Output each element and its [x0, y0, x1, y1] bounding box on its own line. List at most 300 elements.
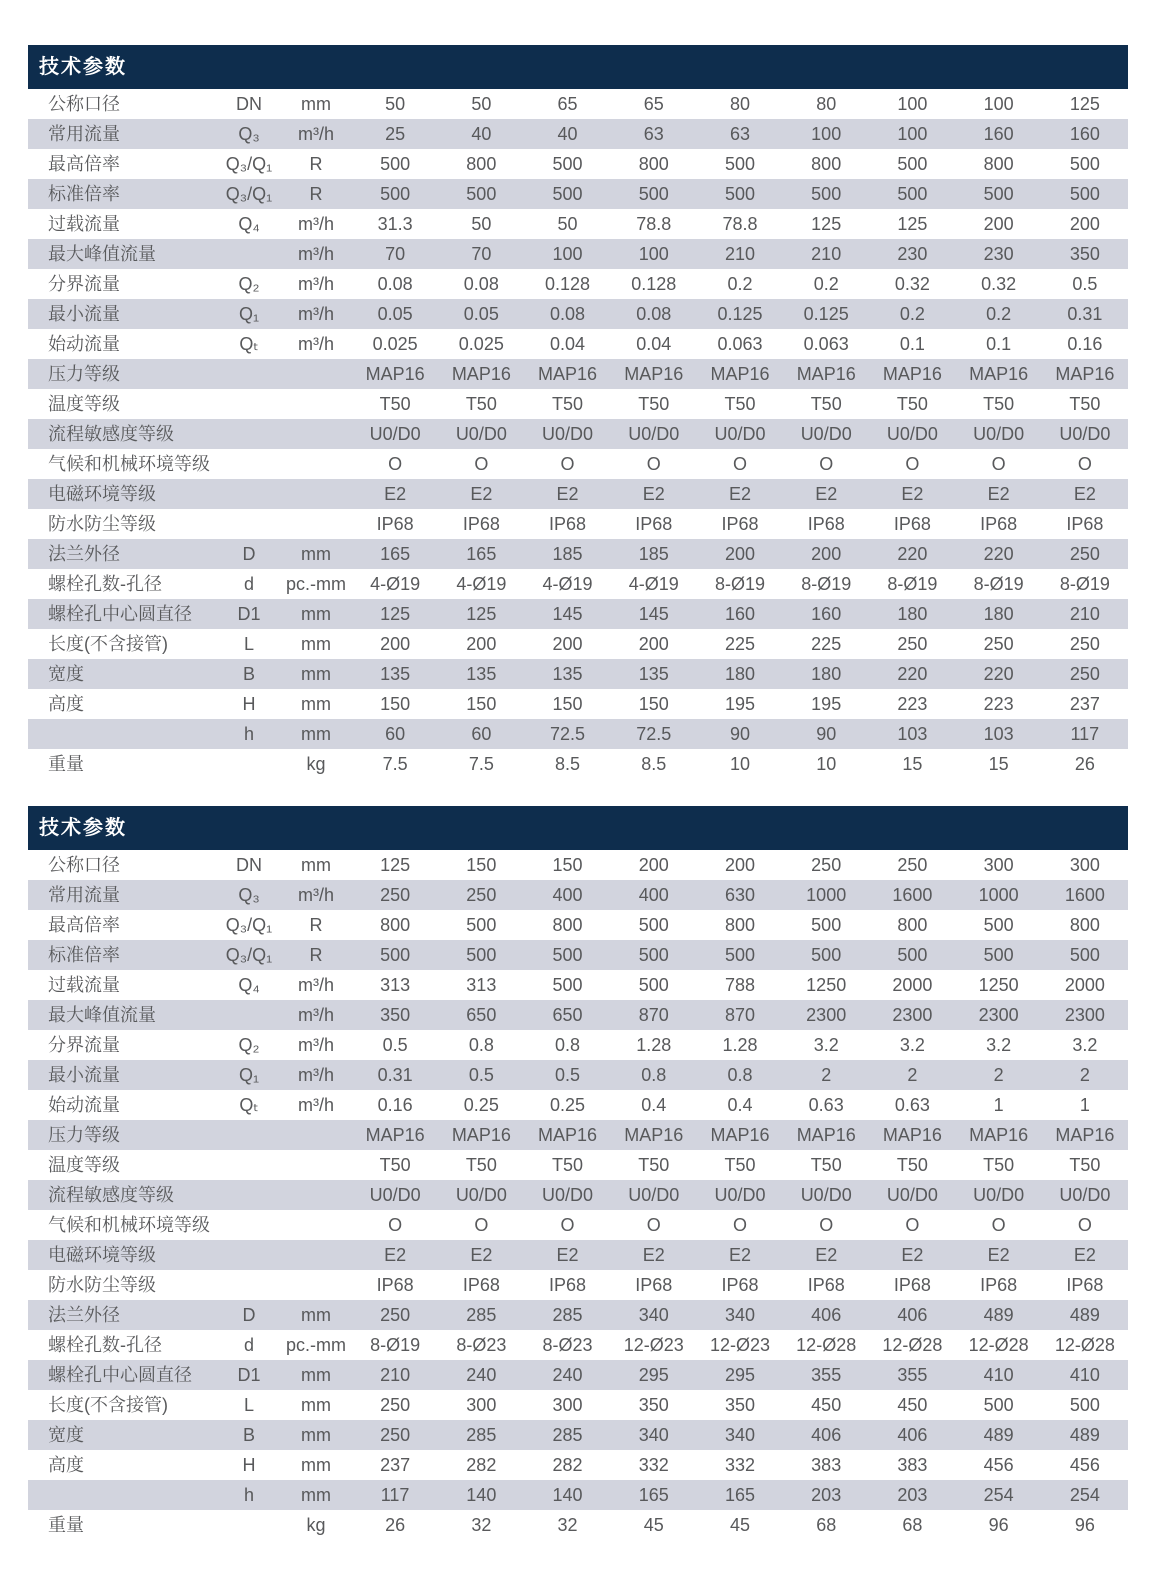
cell-value: 200	[1069, 214, 1100, 234]
table-row	[28, 749, 1128, 779]
cell-value: 210	[724, 244, 755, 264]
row-label: 公称口径	[48, 94, 120, 114]
cell-value: 10	[816, 754, 837, 774]
cell-value: 200	[983, 214, 1014, 234]
cell-value: 15	[902, 754, 923, 774]
cell-value: 50	[471, 214, 492, 234]
row-symbol	[218, 749, 280, 779]
row-label: 最小流量	[48, 304, 120, 324]
row-unit: R	[309, 945, 323, 965]
cell-value: 0.128	[631, 274, 677, 294]
cell-value: 1.28	[722, 1035, 758, 1055]
cell-value: 100	[811, 124, 842, 144]
cell-value: 12-Ø28	[968, 1335, 1029, 1355]
cell-value: 8-Ø19	[801, 574, 852, 594]
cell-value: 500	[466, 945, 497, 965]
cell-value: 340	[724, 1305, 755, 1325]
cell-value: E2	[728, 484, 751, 504]
cell-value: 383	[897, 1455, 928, 1475]
row-symbol	[218, 389, 280, 419]
row-symbol: Q₃/Q₁	[225, 154, 273, 174]
cell-value: 0.16	[377, 1095, 413, 1115]
cell-value: 150	[638, 694, 669, 714]
table-row	[28, 719, 1128, 749]
row-unit	[280, 1120, 352, 1150]
cell-value: 180	[724, 664, 755, 684]
cell-value: T50	[379, 1155, 411, 1175]
cell-value: IP68	[376, 1275, 414, 1295]
cell-value: 500	[811, 915, 842, 935]
row-unit: mm	[301, 604, 331, 624]
cell-value: 195	[811, 694, 842, 714]
cell-value: 7.5	[468, 754, 494, 774]
cell-value: 410	[1069, 1365, 1100, 1385]
row-symbol: Q₁	[238, 304, 260, 324]
cell-value: 45	[643, 1515, 664, 1535]
cell-value: 500	[638, 915, 669, 935]
cell-value: O	[905, 454, 920, 474]
row-label: 最高倍率	[48, 154, 120, 174]
cell-value: 500	[811, 945, 842, 965]
cell-value: U0/D0	[628, 1185, 680, 1205]
table-row	[28, 1180, 1128, 1210]
cell-value: 410	[983, 1365, 1014, 1385]
row-unit: R	[309, 184, 323, 204]
cell-value: 117	[1070, 724, 1100, 744]
cell-value: 332	[638, 1455, 669, 1475]
row-symbol: d	[243, 574, 254, 594]
cell-value: U0/D0	[973, 424, 1025, 444]
cell-value: 160	[724, 604, 755, 624]
cell-value: IP68	[807, 514, 845, 534]
row-label: 防水防尘等级	[48, 514, 156, 534]
cell-value: O	[819, 454, 834, 474]
cell-value: T50	[983, 1155, 1015, 1175]
table-row	[28, 149, 1128, 179]
cell-value: IP68	[376, 514, 414, 534]
cell-value: 72.5	[636, 724, 672, 744]
cell-value: 100	[983, 94, 1014, 114]
cell-value: 0.31	[377, 1065, 413, 1085]
row-symbol	[218, 1150, 280, 1180]
cell-value: 185	[638, 544, 669, 564]
cell-value: 63	[729, 124, 750, 144]
cell-value: IP68	[980, 1275, 1018, 1295]
cell-value: 70	[471, 244, 492, 264]
cell-value: IP68	[893, 1275, 931, 1295]
cell-value: 0.5	[468, 1065, 494, 1085]
cell-value: 70	[385, 244, 406, 264]
cell-value: 456	[1069, 1455, 1100, 1475]
row-label: 始动流量	[48, 334, 120, 354]
cell-value: 200	[724, 544, 755, 564]
cell-value: 500	[1069, 154, 1100, 174]
cell-value: MAP16	[710, 364, 770, 384]
row-symbol: Q₃	[238, 885, 260, 905]
cell-value: U0/D0	[800, 424, 852, 444]
cell-value: 0.05	[377, 304, 413, 324]
cell-value: 0.025	[372, 334, 418, 354]
cell-value: 250	[983, 634, 1014, 654]
row-unit: mm	[301, 724, 331, 744]
row-unit	[280, 479, 352, 509]
row-label: 高度	[48, 694, 84, 714]
cell-value: 200	[724, 855, 755, 875]
cell-value: 50	[471, 94, 492, 114]
cell-value: 26	[1074, 754, 1095, 774]
cell-value: U0/D0	[1059, 1185, 1111, 1205]
cell-value: 4-Ø19	[456, 574, 507, 594]
cell-value: 250	[466, 885, 497, 905]
cell-value: 0.25	[463, 1095, 499, 1115]
row-unit: mm	[301, 1305, 331, 1325]
cell-value: 125	[380, 855, 411, 875]
row-label: 标准倍率	[48, 184, 120, 204]
cell-value: 800	[638, 154, 669, 174]
cell-value: 500	[552, 975, 583, 995]
cell-value: 135	[638, 664, 669, 684]
cell-value: 295	[724, 1365, 755, 1385]
table-row	[28, 880, 1128, 910]
cell-value: 500	[1069, 945, 1100, 965]
cell-value: 250	[1069, 544, 1100, 564]
cell-value: O	[1077, 454, 1092, 474]
cell-value: 10	[729, 754, 750, 774]
cell-value: 0.08	[636, 304, 672, 324]
cell-value: 332	[724, 1455, 755, 1475]
cell-value: T50	[1069, 394, 1101, 414]
cell-value: O	[474, 1215, 489, 1235]
row-label: 始动流量	[48, 1095, 120, 1115]
row-label: 压力等级	[48, 1125, 120, 1145]
cell-value: 500	[380, 945, 411, 965]
row-symbol: Q₃/Q₁	[225, 915, 273, 935]
row-unit: mm	[301, 634, 331, 654]
row-label: 标准倍率	[48, 945, 120, 965]
cell-value: 90	[816, 724, 837, 744]
cell-value: 489	[983, 1305, 1014, 1325]
cell-value: T50	[465, 394, 497, 414]
cell-value: E2	[384, 1245, 407, 1265]
cell-value: 220	[983, 544, 1014, 564]
cell-value: 0.63	[894, 1095, 930, 1115]
cell-value: 300	[983, 855, 1014, 875]
table-row	[28, 659, 1128, 689]
cell-value: 254	[1069, 1485, 1100, 1505]
cell-value: 140	[466, 1485, 497, 1505]
cell-value: 125	[380, 604, 411, 624]
cell-value: U0/D0	[369, 424, 421, 444]
row-unit	[280, 1270, 352, 1300]
cell-value: 250	[380, 1395, 411, 1415]
cell-value: 1600	[892, 885, 933, 905]
cell-value: E2	[987, 1245, 1010, 1265]
cell-value: 50	[557, 214, 578, 234]
cell-value: 500	[638, 945, 669, 965]
cell-value: 135	[466, 664, 497, 684]
row-label: 电磁环境等级	[48, 484, 156, 504]
row-unit	[280, 1150, 352, 1180]
cell-value: 150	[552, 855, 583, 875]
cell-value: 200	[811, 544, 842, 564]
cell-value: 0.05	[463, 304, 499, 324]
cell-value: 0.5	[555, 1065, 581, 1085]
row-symbol: Q₃/Q₁	[225, 184, 273, 204]
cell-value: MAP16	[969, 364, 1029, 384]
row-symbol	[218, 509, 280, 539]
row-unit: mm	[301, 1425, 331, 1445]
row-label: 螺栓孔中心圆直径	[48, 1365, 192, 1385]
table-row	[28, 629, 1128, 659]
cell-value: IP68	[721, 1275, 759, 1295]
row-unit: mm	[301, 94, 331, 114]
cell-value: 350	[380, 1005, 411, 1025]
row-symbol: Q₂	[238, 274, 260, 294]
row-symbol	[218, 449, 280, 479]
cell-value: 788	[724, 975, 755, 995]
row-unit: mm	[301, 1485, 331, 1505]
cell-value: 125	[1069, 94, 1100, 114]
cell-value: 237	[1069, 694, 1100, 714]
cell-value: 406	[811, 1305, 842, 1325]
cell-value: E2	[384, 484, 407, 504]
cell-value: 800	[897, 915, 928, 935]
row-label: 气候和机械环境等级	[48, 454, 210, 474]
row-unit: mm	[301, 855, 331, 875]
row-unit: mm	[301, 694, 331, 714]
table-row	[28, 1240, 1128, 1270]
cell-value: MAP16	[365, 364, 425, 384]
cell-value: IP68	[549, 1275, 587, 1295]
row-label: 螺栓孔中心圆直径	[48, 604, 192, 624]
cell-value: U0/D0	[1059, 424, 1111, 444]
cell-value: 500	[1069, 1395, 1100, 1415]
cell-value: 220	[897, 664, 928, 684]
cell-value: 400	[638, 885, 669, 905]
cell-value: 2	[993, 1065, 1004, 1085]
cell-value: 0.5	[382, 1035, 408, 1055]
cell-value: T50	[465, 1155, 497, 1175]
cell-value: 282	[466, 1455, 497, 1475]
table-row	[28, 569, 1128, 599]
cell-value: 165	[380, 544, 411, 564]
cell-value: 500	[724, 945, 755, 965]
cell-value: T50	[1069, 1155, 1101, 1175]
cell-value: MAP16	[882, 1125, 942, 1145]
cell-value: O	[646, 1215, 661, 1235]
cell-value: 870	[638, 1005, 669, 1025]
cell-value: U0/D0	[369, 1185, 421, 1205]
row-label: 法兰外径	[48, 1305, 120, 1325]
cell-value: 250	[1069, 634, 1100, 654]
cell-value: 160	[811, 604, 842, 624]
row-unit: m³/h	[298, 274, 334, 294]
cell-value: 200	[466, 634, 497, 654]
row-unit: mm	[301, 1365, 331, 1385]
cell-value: 1	[1079, 1095, 1090, 1115]
row-unit	[280, 449, 352, 479]
row-symbol: B	[242, 664, 255, 684]
cell-value: 489	[1069, 1425, 1100, 1445]
row-symbol: h	[243, 1485, 254, 1505]
row-unit: m³/h	[298, 1065, 334, 1085]
row-label: 分界流量	[48, 274, 120, 294]
cell-value: E2	[470, 484, 493, 504]
table-row	[28, 299, 1128, 329]
table-row	[28, 689, 1128, 719]
cell-value: 230	[983, 244, 1014, 264]
cell-value: IP68	[462, 1275, 500, 1295]
row-label: 过载流量	[48, 975, 120, 995]
cell-value: 8-Ø23	[456, 1335, 507, 1355]
cell-value: U0/D0	[628, 424, 680, 444]
spec-table-2	[28, 806, 1128, 1540]
cell-value: MAP16	[969, 1125, 1029, 1145]
row-symbol	[218, 1210, 280, 1240]
cell-value: 1600	[1064, 885, 1105, 905]
table-row	[28, 1330, 1128, 1360]
cell-value: E2	[642, 484, 665, 504]
cell-value: 203	[811, 1485, 842, 1505]
cell-value: 2300	[978, 1005, 1019, 1025]
table-row	[28, 179, 1128, 209]
cell-value: 0.08	[463, 274, 499, 294]
cell-value: IP68	[1066, 1275, 1104, 1295]
table-row	[28, 239, 1128, 269]
cell-value: MAP16	[451, 364, 511, 384]
row-symbol: Q₄	[238, 214, 260, 234]
cell-value: 90	[729, 724, 750, 744]
cell-value: 210	[380, 1365, 411, 1385]
table-row	[28, 1000, 1128, 1030]
cell-value: 2	[907, 1065, 918, 1085]
cell-value: 650	[552, 1005, 583, 1025]
cell-value: 65	[557, 94, 578, 114]
row-symbol: H	[242, 694, 256, 714]
cell-value: 225	[811, 634, 842, 654]
cell-value: 500	[638, 184, 669, 204]
cell-value: 0.125	[803, 304, 849, 324]
cell-value: 282	[552, 1455, 583, 1475]
cell-value: 240	[552, 1365, 583, 1385]
table-row	[28, 479, 1128, 509]
cell-value: 0.08	[377, 274, 413, 294]
table-row	[28, 1360, 1128, 1390]
row-symbol	[218, 479, 280, 509]
cell-value: 1	[993, 1095, 1004, 1115]
cell-value: 63	[643, 124, 664, 144]
cell-value: 12-Ø28	[882, 1335, 943, 1355]
cell-value: E2	[642, 1245, 665, 1265]
cell-value: 3.2	[986, 1035, 1012, 1055]
cell-value: 200	[638, 855, 669, 875]
cell-value: 100	[897, 94, 928, 114]
table-row	[28, 850, 1128, 880]
cell-value: 630	[724, 885, 755, 905]
cell-value: 0.4	[641, 1095, 667, 1115]
row-symbol: Q₃	[238, 124, 260, 144]
table-row	[28, 509, 1128, 539]
cell-value: 800	[466, 154, 497, 174]
row-unit: mm	[301, 544, 331, 564]
row-label: 最大峰值流量	[48, 1005, 156, 1025]
row-label: 最高倍率	[48, 915, 120, 935]
cell-value: IP68	[549, 514, 587, 534]
row-label: 最大峰值流量	[48, 244, 156, 264]
cell-value: 160	[983, 124, 1014, 144]
cell-value: 150	[552, 694, 583, 714]
cell-value: U0/D0	[714, 424, 766, 444]
row-label	[28, 719, 218, 749]
cell-value: 12-Ø28	[796, 1335, 857, 1355]
cell-value: 800	[983, 154, 1014, 174]
cell-value: O	[388, 1215, 403, 1235]
cell-value: T50	[724, 394, 756, 414]
cell-value: 0.31	[1067, 304, 1103, 324]
cell-value: 240	[466, 1365, 497, 1385]
cell-value: 406	[897, 1425, 928, 1445]
cell-value: 500	[724, 154, 755, 174]
cell-value: 300	[552, 1395, 583, 1415]
cell-value: 500	[983, 915, 1014, 935]
cell-value: 489	[983, 1425, 1014, 1445]
row-label: 螺栓孔数-孔径	[48, 574, 162, 594]
cell-value: 250	[897, 634, 928, 654]
cell-value: 254	[983, 1485, 1014, 1505]
cell-value: 355	[897, 1365, 928, 1385]
row-unit: m³/h	[298, 124, 334, 144]
cell-value: O	[905, 1215, 920, 1235]
row-label: 宽度	[48, 664, 84, 684]
cell-value: 650	[466, 1005, 497, 1025]
cell-value: 350	[724, 1395, 755, 1415]
cell-value: 210	[1069, 604, 1100, 624]
cell-value: 0.8	[641, 1065, 667, 1085]
cell-value: 250	[897, 855, 928, 875]
cell-value: 180	[983, 604, 1014, 624]
cell-value: 72.5	[550, 724, 586, 744]
cell-value: 3.2	[813, 1035, 839, 1055]
cell-value: O	[991, 1215, 1006, 1235]
cell-value: 160	[1069, 124, 1100, 144]
row-symbol: h	[243, 724, 254, 744]
cell-value: 313	[466, 975, 497, 995]
row-label: 分界流量	[48, 1035, 120, 1055]
cell-value: E2	[815, 1245, 838, 1265]
cell-value: MAP16	[538, 364, 598, 384]
cell-value: 0.8	[555, 1035, 581, 1055]
table-row	[28, 1120, 1128, 1150]
row-label: 重量	[48, 1515, 84, 1535]
row-label: 温度等级	[48, 1155, 120, 1175]
row-symbol: Qₜ	[239, 334, 259, 354]
row-label: 宽度	[48, 1425, 84, 1445]
cell-value: 117	[380, 1485, 410, 1505]
cell-value: T50	[983, 394, 1015, 414]
row-label: 长度(不含接管)	[48, 1395, 168, 1415]
cell-value: 12-Ø23	[709, 1335, 770, 1355]
cell-value: 340	[638, 1425, 669, 1445]
cell-value: 285	[552, 1305, 583, 1325]
row-unit	[280, 1240, 352, 1270]
cell-value: 100	[897, 124, 928, 144]
cell-value: 0.5	[1072, 274, 1098, 294]
cell-value: 285	[466, 1305, 497, 1325]
table-row	[28, 1210, 1128, 1240]
cell-value: 100	[638, 244, 669, 264]
cell-value: 230	[897, 244, 928, 264]
cell-value: O	[560, 1215, 575, 1235]
